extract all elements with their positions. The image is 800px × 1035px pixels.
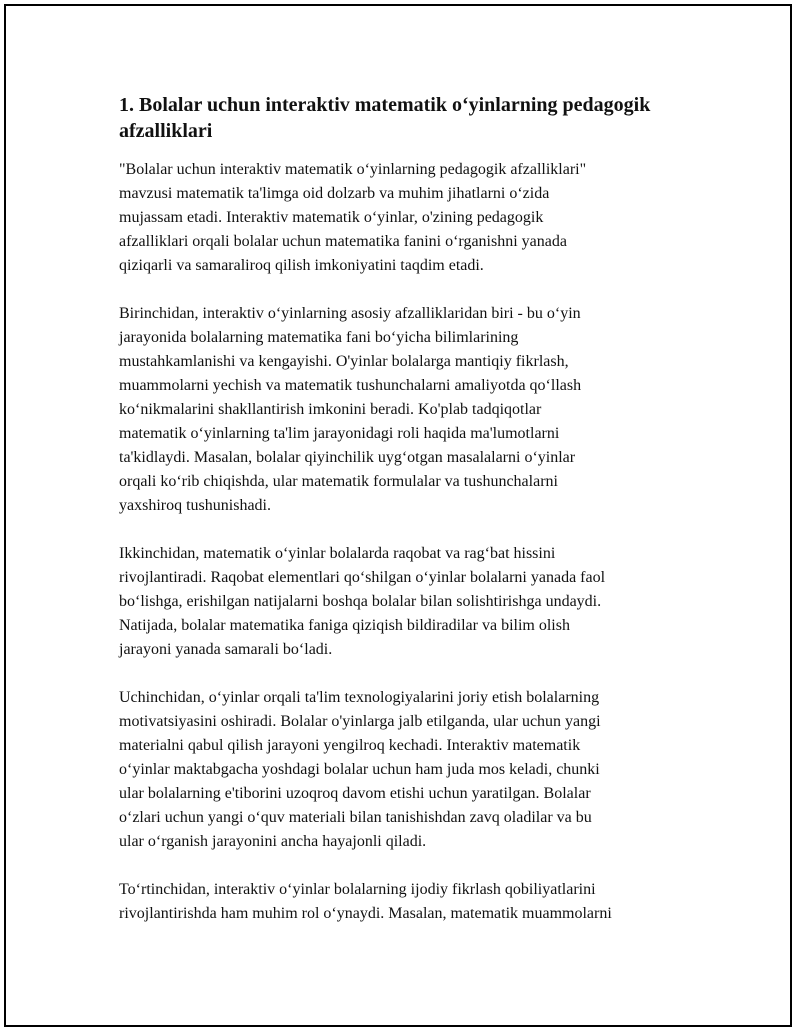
- paragraph-first: [119, 302, 689, 518]
- text-line: ular bolalarning e'tiborini uzoqroq davom etishi uchun yaratilgan. Bolalar: [119, 785, 591, 802]
- text-line: ta'kidlaydi. Masalan, bolalar qiyinchilik uyg‘otgan masalalarni o‘yinlar: [119, 449, 576, 466]
- text-line: orqali ko‘rib chiqishda, ular matematik formulalar va tushunchalarni: [119, 473, 558, 490]
- text-line: afzalliklari orqali bolalar uchun matematika fanini o‘rganishni yanada: [119, 233, 567, 250]
- text-line: bo‘lishga, erishilgan natijalarni boshqa bolalar bilan solishtirishga undaydi.: [119, 593, 602, 610]
- text-line: Ikkinchidan, matematik o‘yinlar bolalarda raqobat va rag‘bat hissini: [119, 545, 556, 562]
- document-body: [119, 92, 689, 950]
- heading-line: afzalliklari: [119, 120, 213, 142]
- paragraph-intro: [119, 158, 689, 278]
- text-line: yaxshiroq tushunishadi.: [119, 497, 271, 514]
- heading-line: 1. Bolalar uchun interaktiv matematik o‘yinlarning pedagogik: [119, 94, 651, 116]
- text-line: o‘zlari uchun yangi o‘quv materiali bilan tanishishdan zavq oladilar va bu: [119, 809, 592, 826]
- text-line: motivatsiyasini oshiradi. Bolalar o'yinlarga jalb etilganda, ular uchun yangi: [119, 713, 601, 730]
- text-line: mujassam etadi. Interaktiv matematik o‘yinlar, o'zining pedagogik: [119, 209, 544, 226]
- text-line: jarayoni yanada samarali bo‘ladi.: [119, 641, 333, 658]
- section-heading: [119, 92, 689, 144]
- text-line: rivojlantiradi. Raqobat elementlari qo‘shilgan o‘yinlar bolalarni yanada faol: [119, 569, 606, 586]
- text-line: "Bolalar uchun interaktiv matematik o‘yinlarning pedagogik afzalliklari": [119, 161, 587, 178]
- paragraph-second: [119, 542, 689, 662]
- text-line: mavzusi matematik ta'limga oid dolzarb va muhim jihatlarni o‘zida: [119, 185, 550, 202]
- text-line: materialni qabul qilish jarayoni yengilroq kechadi. Interaktiv matematik: [119, 737, 581, 754]
- text-line: qiziqarli va samaraliroq qilish imkoniyatini taqdim etadi.: [119, 257, 484, 274]
- text-line: matematik o‘yinlarning ta'lim jarayonidagi roli haqida ma'lumotlarni: [119, 425, 560, 442]
- text-line: Birinchidan, interaktiv o‘yinlarning asosiy afzalliklaridan biri - bu o‘yin: [119, 305, 581, 322]
- text-line: Natijada, bolalar matematika faniga qiziqish bildiradilar va bilim olish: [119, 617, 570, 634]
- paragraph-third: [119, 686, 689, 854]
- text-line: To‘rtinchidan, interaktiv o‘yinlar bolalarning ijodiy fikrlash qobiliyatlarini: [119, 881, 596, 898]
- text-line: o‘yinlar maktabgacha yoshdagi bolalar uchun ham juda mos keladi, chunki: [119, 761, 600, 778]
- paragraph-fourth: [119, 878, 689, 926]
- text-line: ko‘nikmalarini shakllantirish imkonini beradi. Ko'plab tadqiqotlar: [119, 401, 542, 418]
- text-line: rivojlantirishda ham muhim rol o‘ynaydi. Masalan, matematik muammolarni: [119, 905, 612, 922]
- text-line: Uchinchidan, o‘yinlar orqali ta'lim texnologiyalarini joriy etish bolalarning: [119, 689, 600, 706]
- text-line: ular o‘rganish jarayonini ancha hayajonli qiladi.: [119, 833, 427, 850]
- text-line: mustahkamlanishi va kengayishi. O'yinlar bolalarga mantiqiy fikrlash,: [119, 353, 569, 370]
- text-line: jarayonida bolalarning matematika fani bo‘yicha bilimlarining: [119, 329, 519, 346]
- text-line: muammolarni yechish va matematik tushunchalarni amaliyotda qo‘llash: [119, 377, 582, 394]
